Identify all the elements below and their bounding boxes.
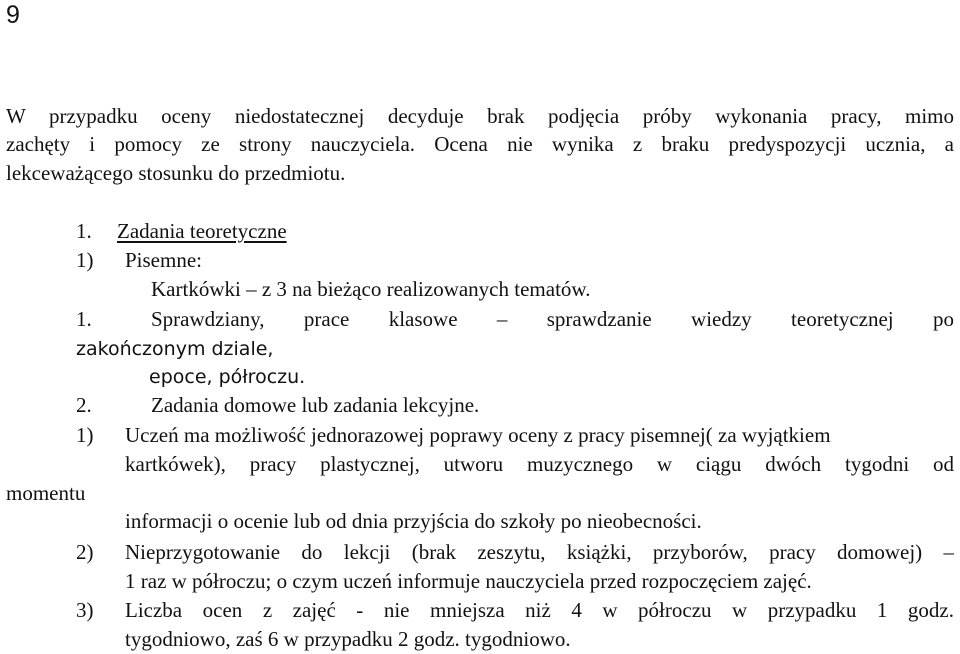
rule-line: Uczeń ma możliwość jednorazowej poprawy oceny z pracy pisemnej( za wyjątkiem (125, 423, 831, 447)
intro-line-3: lekceważącego stosunku do przedmiotu. (6, 161, 346, 185)
rule-line: informacji o ocenie lub od dnia przyjścia do szkoły po nieobecności. (125, 509, 702, 533)
section-number: 1. (76, 219, 92, 243)
rule-line: Liczba ocen z zajęć - nie mniejsza niż 4 w półroczu w przypadku 1 godz. (125, 598, 954, 622)
homework-number: 2. (76, 393, 92, 417)
homework-text: Zadania domowe lub zadania lekcyjne. (151, 393, 480, 417)
tests-line-1: Sprawdziany, prace klasowe – sprawdzanie wiedzy teoretycznej po (151, 307, 954, 331)
page-number: 9 (6, 1, 20, 29)
tests-line-3: epoce, półroczu. (149, 366, 306, 388)
rule-number: 3) (76, 598, 94, 622)
written-number: 1) (76, 248, 94, 272)
intro-line-1: W przypadku oceny niedostatecznej decyduje brak podjęcia próby wykonania pracy, mimo (6, 104, 954, 128)
rule-line: 1 raz w półroczu; o czym uczeń informuje nauczyciela przed rozpoczęciem zajęć. (125, 569, 812, 593)
rule-number: 2) (76, 540, 94, 564)
section-title: Zadania teoretyczne (117, 219, 287, 243)
rule-line: tygodniowo, zaś 6 w przypadku 2 godz. tygodniowo. (125, 627, 571, 651)
tests-number: 1. (76, 307, 92, 331)
short-tests-line: Kartkówki – z 3 na bieżąco realizowanych tematów. (151, 277, 591, 301)
written-label: Pisemne: (125, 248, 202, 272)
intro-line-2: zachęty i pomocy ze strony nauczyciela. Ocena nie wynika z braku predyspozycji ucznia, a (6, 132, 954, 156)
rule-line: Nieprzygotowanie do lekcji (brak zeszytu, książki, przyborów, pracy domowej) – (125, 540, 954, 564)
rule-line: momentu (6, 481, 86, 505)
tests-line-2: zakończonym dziale, (76, 338, 274, 360)
rule-line: kartkówek), pracy plastycznej, utworu muzycznego w ciągu dwóch tygodni od (125, 452, 954, 476)
rule-number: 1) (76, 423, 94, 447)
